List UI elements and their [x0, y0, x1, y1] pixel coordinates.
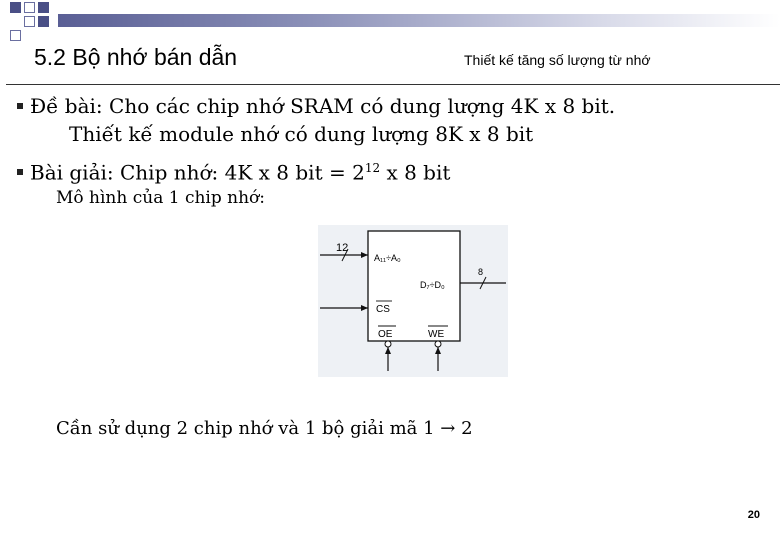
decor-square — [38, 2, 49, 13]
decor-square — [10, 30, 21, 41]
solution-exponent: 12 — [364, 161, 381, 175]
sram-chip-diagram — [318, 225, 508, 377]
solution-suffix: x 8 bit — [380, 160, 451, 185]
cs-pin-label: CS — [376, 304, 390, 315]
decor-square — [24, 16, 35, 27]
problem-statement — [17, 94, 615, 118]
oe-inverter-icon — [385, 341, 391, 347]
conclusion-text: Cần sử dụng 2 chip nhớ và 1 bộ giải mã 1 → 2 — [56, 418, 473, 439]
title-divider — [6, 84, 780, 85]
problem-statement-cont — [69, 122, 533, 146]
solution-text: Bài giải: Chip nhớ: 4K x 8 bit = 2 — [30, 160, 365, 185]
bullet-icon — [17, 103, 23, 109]
model-label: Mô hình của 1 chip nhớ: — [56, 188, 266, 208]
we-inverter-icon — [435, 341, 441, 347]
slide-subtitle: Thiết kế tăng số lượng từ nhớ — [464, 52, 651, 68]
problem-line-1: Đề bài: Cho các chip nhớ SRAM có dung lượng 4K x 8 bit. — [30, 94, 616, 118]
oe-pin-label: OE — [378, 329, 393, 340]
decor-square — [24, 2, 35, 13]
data-width-label: 8 — [478, 267, 484, 277]
we-pin-label: WE — [428, 329, 445, 340]
header-bar — [58, 14, 780, 27]
address-pin-label: A₁₁÷A₀ — [374, 253, 401, 263]
decor-square — [38, 16, 49, 27]
chip-body — [368, 231, 460, 341]
address-width-label: 12 — [336, 242, 349, 254]
solution-statement — [17, 156, 450, 185]
decor-square — [10, 2, 21, 13]
data-pin-label: D₇÷D₀ — [420, 280, 445, 290]
bullet-icon — [17, 169, 23, 175]
slide-title: 5.2 Bộ nhớ bán dẫn — [34, 44, 238, 70]
page-number: 20 — [747, 509, 760, 521]
problem-line-2: Thiết kế module nhớ có dung lượng 8K x 8 bit — [69, 122, 534, 146]
